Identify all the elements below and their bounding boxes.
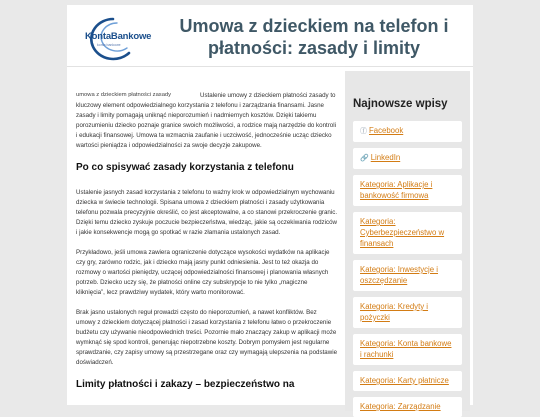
sidebar-item-aplikacje[interactable]: Kategoria: Aplikacje i bankowość firmowa xyxy=(353,175,462,206)
sidebar-item-facebook[interactable] xyxy=(353,121,462,142)
sidebar-item-zarzadzanie[interactable]: Kategoria: Zarządzanie xyxy=(353,397,462,417)
section-heading-2: Limity płatności i zakazy – bezpieczeństwo na xyxy=(76,379,295,390)
site-logo[interactable] xyxy=(73,13,169,59)
intro-text: Ustalenie umowy z dzieckiem płatności zasady to kluczowy element odpowiedzialnego korzystania z telefonu i zarządzania finansami. Jasne zasady i limity pomagają uniknąć nieporozumień i nadmiernych kosztów. Dzięki takiemu porozumieniu dziecko poznaje granice swoich możliwości, a rodzice mają narzędzie do kontroli i edukacji finansowej. Umowa ta wzmacnia zaufanie i uczciwość, jednocześnie ucząc dziecko wartości pieniądza i odpowiedzialności za swoje decyzje zakupowe. xyxy=(76,92,337,149)
logo-brand-text: KontaBankowe xyxy=(85,31,152,42)
sidebar-heading: Najnowsze wpisy xyxy=(353,98,448,110)
logo-tagline: konta bankowe xyxy=(97,43,121,47)
sidebar-item-label: LinkedIn xyxy=(370,153,401,162)
sidebar-item-kredyty[interactable]: Kategoria: Kredyty i pożyczki xyxy=(353,297,462,328)
paragraph-1: Ustalenie jasnych zasad korzystania z telefonu to ważny krok w odpowiedzialnym wychowaniu dziecka w świecie technologii. Spisana umowa z dzieckiem płatności i zasady użytkowania telefonu pozwala precyzyjnie określić, co jest akceptowalne, a co stanowi przekroczenie granic. Dzięki temu dziecko zyskuje poczucie bezpieczeństwa, wiedząc, jakie są oczekiwania rodziców i jakie konsekwencje mogą go spotkać w razie złamania ustalonych zasad. xyxy=(76,189,338,236)
sidebar-item-karty[interactable]: Kategoria: Karty płatnicze xyxy=(353,371,462,391)
facebook-icon: ⓕ xyxy=(360,128,367,135)
sidebar-item-cyberbezpieczenstwo[interactable]: Kategoria: Cyberbezpieczeństwo w finansach xyxy=(353,212,462,254)
sidebar-item-konta[interactable]: Kategoria: Konta bankowe i rachunki xyxy=(353,334,462,365)
sidebar-item-linkedin[interactable] xyxy=(353,148,462,169)
page-title: Umowa z dzieckiem na telefon i płatności: zasady i limity xyxy=(179,16,449,58)
article-content xyxy=(76,91,338,405)
paragraph-3: Brak jasno ustalonych reguł prowadzi często do nieporozumień, a nawet konfliktów. Bez umowy z dzieckiem dotyczącej płatności i zasad korzystania z telefonu łatwo o przekroczenie budżetu czy używanie nieodpowiednich treści. Pozornie mało znaczący zakup w aplikacji może wymknąć się spod kontroli, generując niepotrzebne koszty. Dobrym pomysłem jest regularne sprawdzanie, czy zapisy umowy są przestrzegane oraz czy wymagają ulepszenia na podstawie doświadczeń. xyxy=(76,309,338,366)
sidebar xyxy=(345,71,470,411)
site-header xyxy=(67,5,473,67)
intro-paragraph xyxy=(76,91,338,151)
page xyxy=(67,5,473,411)
sidebar-item-inwestycje[interactable]: Kategoria: Inwestycje i oszczędzanie xyxy=(353,260,462,291)
sidebar-item-label: Facebook xyxy=(369,126,404,135)
paragraph-2: Przykładowo, jeśli umowa zawiera ograniczenie dotyczące wysokości wydatków na aplikacje czy gry, zarówno rodzic, jak i dziecko mają jasny punkt odniesienia. Jest to też okazja do rozmowy o wartości pieniędzy, uczącej odpowiedzialności finansowej i planowania własnych potrzeb. Dziecko uczy się, że płatności online czy subskrypcje to nie tylko „magiczne kliknięcia”, lecz prawdziwy wydatek, który warto monitorować. xyxy=(76,249,330,296)
link-icon: 🔗 xyxy=(360,155,369,162)
section-heading-1: Po co spisywać zasady korzystania z telefonu xyxy=(76,162,294,173)
article-image: umowa z dzieckiem płatności zasady xyxy=(76,92,172,98)
